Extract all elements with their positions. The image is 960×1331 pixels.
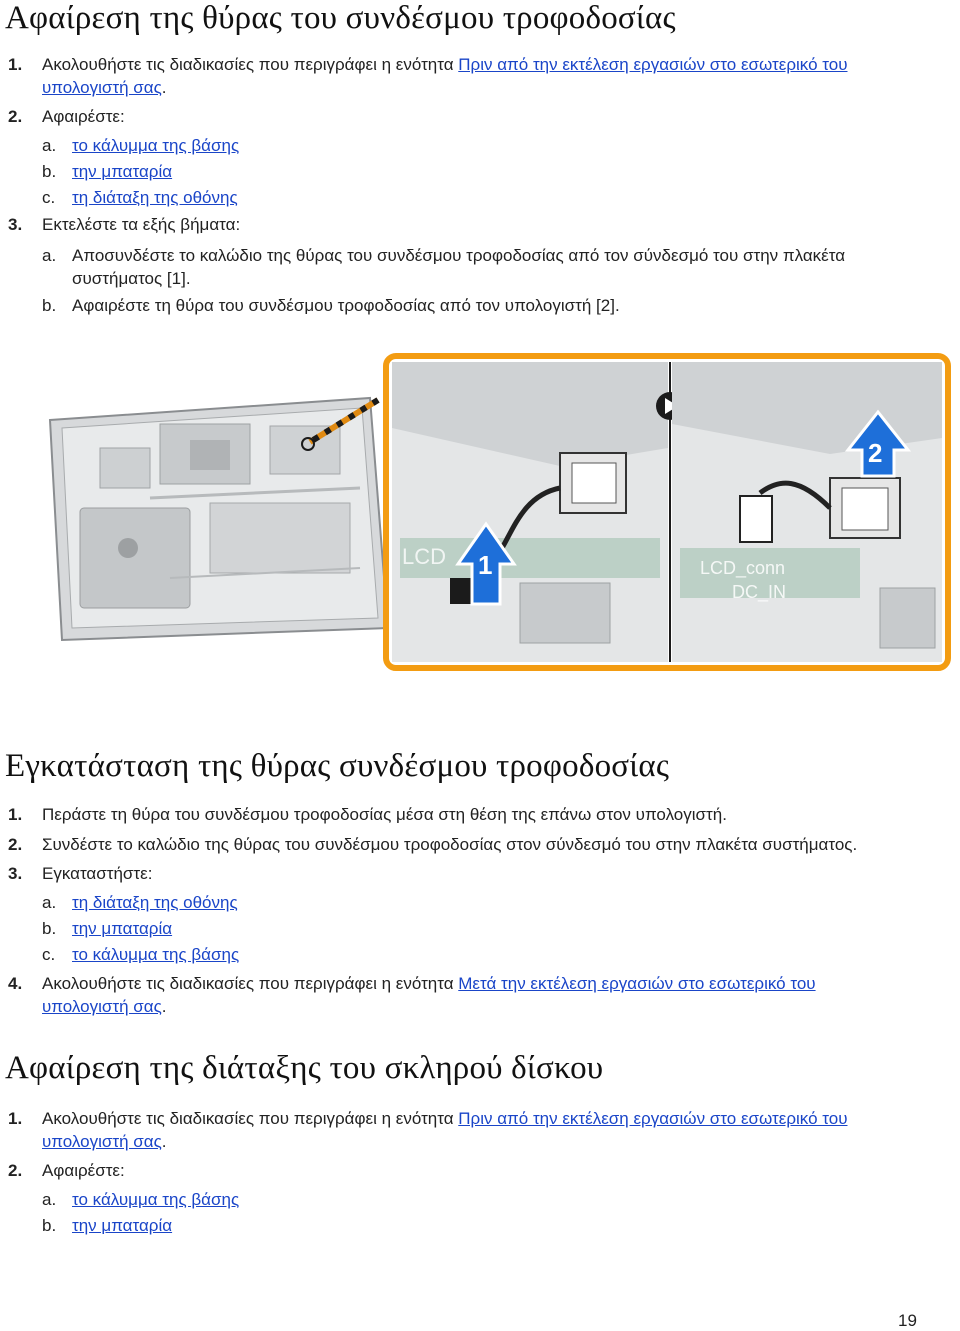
substep-letter: b. (42, 1216, 57, 1235)
step-text (42, 1108, 848, 1130)
step-number: 1. (8, 1109, 23, 1128)
step-intro: Ακολουθήστε τις διαδικασίες που περιγράφει η ενότητα (42, 974, 459, 993)
section-title-install-power-port: Εγκατάσταση της θύρας συνδέσμου τροφοδοσίας (5, 748, 670, 784)
substep-letter: c. (42, 945, 56, 964)
detail-panel-after (672, 362, 942, 662)
step-number: 2. (8, 107, 23, 126)
substep-letter: b. (42, 162, 57, 181)
step-text: Εγκαταστήστε: (42, 864, 153, 883)
step-number: 2. (8, 835, 23, 854)
after-working-link[interactable]: Μετά την εκτέλεση εργασιών στο εσωτερικό του (458, 974, 816, 993)
step-text: Αφαιρέστε: (42, 1161, 125, 1180)
substep-text: Αποσυνδέστε το καλώδιο της θύρας του συνδέσμου τροφοδοσίας από τον σύνδεσμό του στην πλακέτα (72, 246, 846, 265)
display-assembly-link[interactable]: τη διάταξη της οθόνης (72, 893, 238, 912)
before-working-link[interactable]: Πριν από την εκτέλεση εργασιών στο εσωτερικό του (458, 1109, 848, 1128)
battery-link[interactable]: την μπαταρία (72, 1216, 173, 1235)
substep-letter: b. (42, 919, 57, 938)
substep-text-cont: συστήματος [1]. (72, 269, 191, 288)
period: . (161, 78, 167, 97)
step-number: 1. (8, 55, 23, 74)
step-text: Συνδέστε το καλώδιο της θύρας του συνδέσμου τροφοδοσίας στον σύνδεσμό του στην πλακέτα συστήματος. (42, 835, 858, 854)
step-number: 3. (8, 215, 23, 234)
substep-letter: c. (42, 188, 56, 207)
substep-letter: a. (42, 246, 57, 265)
page-number: 19 (898, 1311, 917, 1330)
battery-link[interactable]: την μπαταρία (72, 919, 173, 938)
substep-letter: a. (42, 893, 57, 912)
step-text: Αφαιρέστε: (42, 107, 125, 126)
callout-2-label: 2 (868, 438, 883, 468)
after-working-link-cont[interactable]: υπολογιστή σας (42, 997, 162, 1016)
power-port-removal-illustration (40, 328, 955, 708)
step-text-cont (42, 996, 167, 1018)
step-text (42, 54, 848, 76)
period: . (161, 1132, 167, 1151)
substep-letter: a. (42, 136, 57, 155)
display-assembly-link[interactable]: τη διάταξη της οθόνης (72, 188, 238, 207)
substep-text: Αφαιρέστε τη θύρα του συνδέσμου τροφοδοσίας από τον υπολογιστή [2]. (72, 296, 620, 315)
board-label-dcin: DC_IN (732, 582, 787, 602)
period: . (161, 997, 167, 1016)
laptop-base-overview (50, 398, 388, 640)
step-intro: Ακολουθήστε τις διαδικασίες που περιγράφει η ενότητα (42, 55, 459, 74)
before-working-link[interactable]: Πριν από την εκτέλεση εργασιών στο εσωτερικό του (458, 55, 848, 74)
substep-letter: b. (42, 296, 57, 315)
step-text (42, 973, 816, 995)
substep-letter: a. (42, 1190, 57, 1209)
illustration-svg (40, 328, 955, 708)
section-title-remove-hdd: Αφαίρεση της διάταξης του σκληρού δίσκου (5, 1050, 604, 1086)
step-number: 1. (8, 805, 23, 824)
step-number: 3. (8, 864, 23, 883)
step-text: Περάστε τη θύρα του συνδέσμου τροφοδοσίας μέσα στη θέση της επάνω στον υπολογιστή. (42, 805, 727, 824)
base-cover-link[interactable]: το κάλυμμα της βάσης (72, 1190, 240, 1209)
step-text: Εκτελέστε τα εξής βήματα: (42, 215, 241, 234)
step-number: 2. (8, 1161, 23, 1180)
callout-1-label: 1 (478, 550, 493, 580)
base-cover-link[interactable]: το κάλυμμα της βάσης (72, 136, 240, 155)
step-number: 4. (8, 974, 23, 993)
step-text-cont (42, 77, 167, 99)
before-working-link-cont[interactable]: υπολογιστή σας (42, 1132, 162, 1151)
section-title-remove-power-port: Αφαίρεση της θύρας του συνδέσμου τροφοδοσίας (5, 0, 676, 36)
board-label-conn: LCD_conn (700, 558, 786, 578)
detail-panel-before (392, 362, 668, 662)
battery-link[interactable]: την μπαταρία (72, 162, 173, 181)
step-intro: Ακολουθήστε τις διαδικασίες που περιγράφει η ενότητα (42, 1109, 459, 1128)
before-working-link-cont[interactable]: υπολογιστή σας (42, 78, 162, 97)
step-text-cont (42, 1131, 167, 1153)
board-label-lcd: LCD (402, 544, 447, 569)
base-cover-link[interactable]: το κάλυμμα της βάσης (72, 945, 240, 964)
